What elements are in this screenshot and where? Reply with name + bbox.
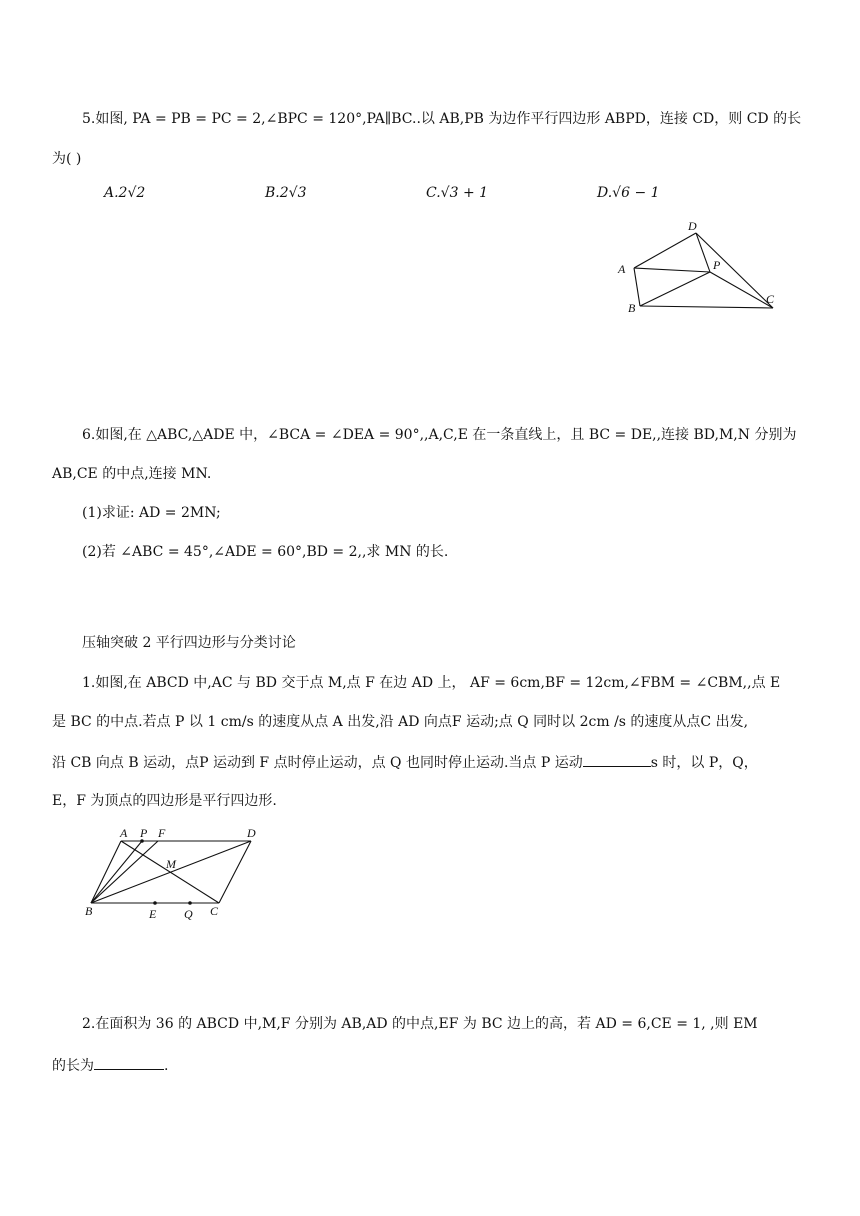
s1-point-Q	[188, 901, 192, 905]
s1-stem-line3-tail: s 时，以 P，Q，	[650, 755, 758, 771]
s2-answer-blank[interactable]	[94, 1055, 164, 1070]
q5-segment-BP	[640, 272, 710, 306]
q6-part-2: (2)若 ∠ABC = 45°,∠ADE = 60°,BD = 2,,求 MN 的长.	[82, 544, 449, 560]
s1-label-E: E	[149, 907, 157, 921]
s1-stem-line1: 1.如图,在 ABCD 中,AC 与 BD 交于点 M,点 F 在边 AD 上， AF = 6cm,BF = 12cm,∠FBM = ∠CBM,,点 E	[82, 675, 781, 691]
q6-stem-line1: 6.如图,在 △ABC,△ADE 中，∠BCA = ∠DEA = 90°,,A,C,E 在一条直线上，且 BC = DE,,连接 BD,M,N 分别为	[82, 427, 797, 443]
q5-label-B: B	[628, 301, 636, 315]
s1-stem-line2: 是 BC 的中点.若点 P 以 1 cm/s 的速度从点 A 出发,沿 AD 向点F 运动;点 Q 同时以 2cm /s 的速度从点C 出发,	[52, 714, 749, 730]
q5-segment-AD	[634, 233, 696, 268]
s1-label-M: M	[166, 857, 176, 871]
s2-stem-line2-text: 的长为	[52, 1058, 94, 1074]
s1-label-A: A	[120, 826, 128, 840]
q5-label-P: P	[713, 258, 721, 272]
s1-label-D: D	[247, 826, 256, 840]
s1-stem-line3	[52, 752, 758, 772]
q5-option-a: A.2√2	[104, 185, 146, 201]
s1-label-B: B	[85, 904, 93, 918]
s1-segment-BD	[91, 841, 251, 903]
q5-stem-line2: 为( )	[52, 151, 82, 167]
s1-label-F: F	[158, 826, 166, 840]
s1-point-E	[153, 901, 157, 905]
q5-segment-DC	[696, 233, 773, 308]
q5-option-d: D.√6 − 1	[597, 185, 660, 201]
q6-stem-line2: AB,CE 的中点,连接 MN.	[52, 466, 212, 482]
s1-label-C: C	[210, 904, 219, 918]
q6-part-1: (1)求证: AD = 2MN;	[82, 505, 221, 521]
q5-option-c: C.√3 + 1	[426, 185, 489, 201]
s1-stem-line3-text: 沿 CB 向点 B 运动，点P 运动到 F 点时停止运动，点 Q 也同时停止运动.当点 P 运动	[52, 755, 583, 771]
q5-segment-BC	[640, 306, 773, 308]
q5-segment-DP	[696, 233, 710, 272]
s1-label-Q: Q	[184, 907, 193, 921]
s2-stem-line2-tail: .	[164, 1058, 169, 1074]
q5-segment-AP	[634, 268, 710, 272]
s1-segment-DC	[219, 841, 251, 903]
q5-figure	[610, 215, 790, 320]
q5-label-C: C	[766, 292, 775, 306]
s1-figure	[82, 822, 272, 922]
s1-label-P: P	[140, 826, 148, 840]
s1-segment-BF	[91, 841, 158, 903]
s2-stem-line2	[52, 1055, 168, 1075]
q5-stem-line1: 5.如图, PA = PB = PC = 2,∠BPC = 120°,PA∥BC..以 AB,PB 为边作平行四边形 ABPD，连接 CD，则 CD 的长	[82, 111, 802, 127]
q5-label-A: A	[618, 262, 626, 276]
q5-label-D: D	[688, 219, 697, 233]
q5-option-b: B.2√3	[265, 185, 307, 201]
s1-stem-line4: E，F 为顶点的四边形是平行四边形.	[52, 793, 277, 809]
section-title: 压轴突破 2 平行四边形与分类讨论	[82, 635, 296, 651]
s1-answer-blank[interactable]	[583, 752, 651, 767]
s2-stem-line1: 2.在面积为 36 的 ABCD 中,M,F 分别为 AB,AD 的中点,EF 为 BC 边上的高，若 AD = 6,CE = 1, ,则 EM	[82, 1016, 758, 1032]
